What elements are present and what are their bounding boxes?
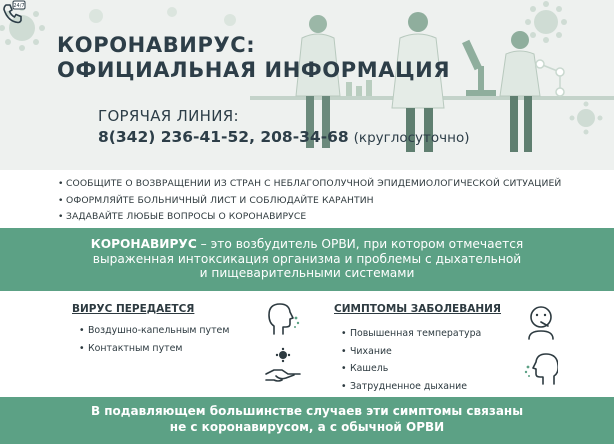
hotline-note: (круглосуточно) [353,130,470,146]
footer-line-2: не с коронавирусом, а с обычной ОРВИ [169,419,445,434]
handshake-virus-icon [264,346,302,386]
phone-icon [0,0,26,26]
transmission-list [79,322,229,357]
list-item: • Воздушно-капельным путем [79,322,229,340]
page-title [57,33,450,83]
advice-item: • СООБЩИТЕ О ВОЗВРАЩЕНИИ ИЗ СТРАН С НЕБЛАГОПОЛУЧНОЙ ЭПИДЕМИОЛОГИЧЕСКОЙ СИТУАЦИЕЙ [58,176,561,193]
list-item: • Контактным путем [79,340,229,358]
footer-line-1: В подавляющем большинстве случаев эти симптомы связаны [90,404,524,418]
advice-item: • ОФОРМЛЯЙТЕ БОЛЬНИЧНЫЙ ЛИСТ И СОБЛЮДАЙТЕ КАРАНТИН [58,193,561,210]
list-item: • Затрудненное дыхание [341,378,481,396]
hotline-numbers: 8(342) 236-41-52, 208-34-68 [98,128,349,146]
symptoms-list [341,325,481,395]
sick-person-icon [526,304,556,340]
microscope-icon [462,40,496,96]
coughing-person-icon [524,350,558,386]
definition-banner [0,228,614,291]
title-line-2: ОФИЦИАЛЬНАЯ ИНФОРМАЦИЯ [57,58,451,82]
symptoms-heading: СИМПТОМЫ ЗАБОЛЕВАНИЯ [334,303,502,315]
hotline-phones [98,128,469,146]
banner-line-3: и пищеварительными системами [199,266,415,280]
virus-icon [525,1,603,135]
banner-lead: КОРОНАВИРУС [90,237,197,251]
scientist-figure [500,31,540,152]
list-item: • Кашель [341,360,481,378]
sneezing-person-icon [266,300,300,336]
transmission-heading: ВИРУС ПЕРЕДАЕТСЯ [72,303,195,315]
advice-list [58,176,561,226]
footer-banner [0,397,614,444]
hotline-label: ГОРЯЧАЯ ЛИНИЯ: [98,107,239,125]
banner-line-1: – это возбудитель ОРВИ, при котором отмечается [196,237,524,251]
banner-line-2: выраженная интоксикация организма и проблемы с дыхательной [92,251,522,266]
header-section [0,0,614,170]
phone-icon-text: 24/7 [13,3,25,9]
advice-item: • ЗАДАВАЙТЕ ЛЮБЫЕ ВОПРОСЫ О КОРОНАВИРУСЕ [58,209,561,226]
title-line-1: КОРОНАВИРУС: [57,33,256,57]
list-item: • Повышенная температура [341,325,481,343]
list-item: • Чихание [341,343,481,361]
